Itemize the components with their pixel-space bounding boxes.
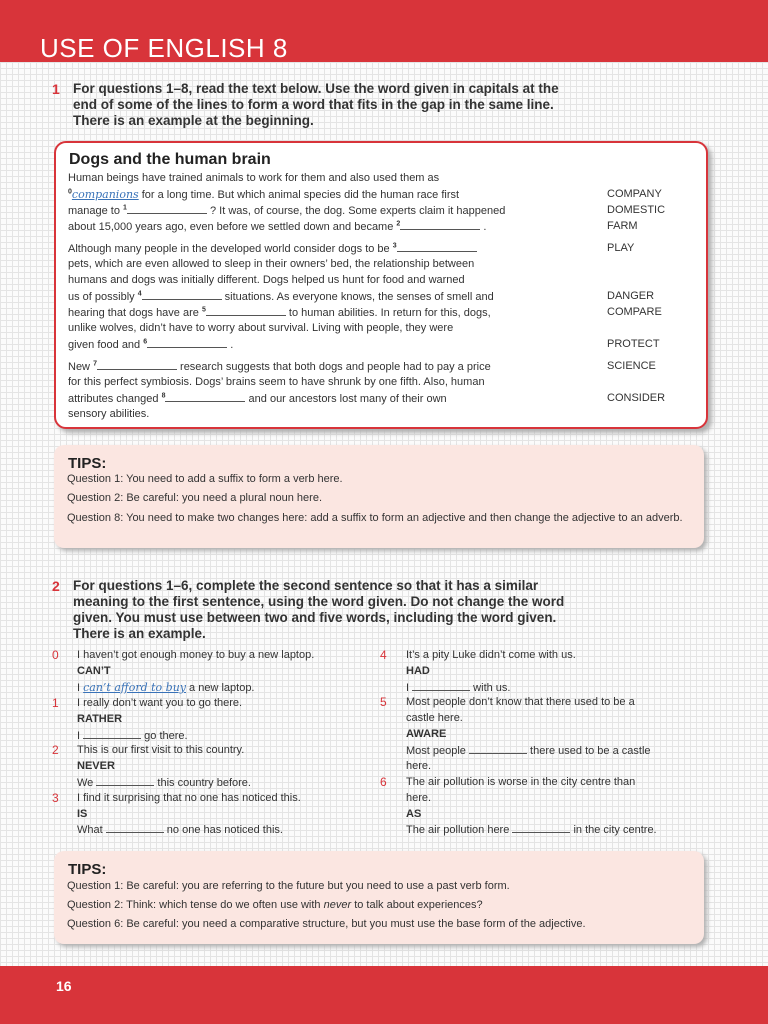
given-word: IS (77, 808, 88, 820)
question-number: 6 (380, 775, 387, 789)
text-line: hearing that dogs have are $^5$ to human abilities. In return for this, dogs, (68, 306, 491, 319)
keyword: DOMESTIC (607, 204, 666, 216)
answer-gap-1[interactable] (127, 204, 207, 214)
answer-gap[interactable] (83, 729, 141, 739)
instruction-line: There is an example at the beginning. (73, 113, 314, 128)
text-line: given food and $^6$ . (68, 338, 234, 351)
sentence: It’s a pity Luke didn’t come with us. (406, 649, 576, 661)
sentence: We this country before. (77, 777, 251, 789)
text-line: attributes changed $^8$ and our ancestors lost many of their own (68, 392, 447, 405)
answer-gap[interactable] (96, 776, 154, 786)
gap-number: 4 (137, 290, 142, 298)
question-number: 5 (380, 695, 387, 709)
gap-number: 3 (392, 242, 397, 250)
given-word: RATHER (77, 713, 123, 725)
text-line: unlike wolves, didn’t have to worry about survival. Living with people, they were (68, 322, 454, 334)
text-line: New $^7$ research suggests that both dogs and people had to pay a price (68, 360, 491, 373)
sentence: The air pollution here in the city centre. (406, 824, 657, 836)
page-title: USE OF ENGLISH 8 (40, 33, 288, 63)
question-number: 3 (52, 791, 59, 805)
answer-gap[interactable] (512, 823, 570, 833)
sentence: I haven’t got enough money to buy a new laptop. (77, 649, 315, 661)
exercise-1-instruction (73, 81, 559, 129)
sentence: I find it surprising that no one has noticed this. (77, 792, 301, 804)
text-line: manage to $^1$ ? It was, of course, the dog. Some experts claim it happened (68, 204, 506, 217)
given-word: CAN’T (77, 665, 111, 677)
keyword: PLAY (607, 242, 635, 254)
answer-gap-5[interactable] (206, 306, 286, 316)
keyword: FARM (607, 220, 638, 232)
instruction-line: meaning to the first sentence, using the word given. Do not change the word (73, 594, 565, 609)
instruction-line: For questions 1–6, complete the second sentence so that it has a similar (73, 578, 539, 593)
tip-item: Question 6: Be careful: you need a comparative structure, but you must use the base form of the adjective. (67, 918, 586, 930)
instruction-line: given. You must use between two and five words, including the word given. (73, 610, 557, 625)
tip-item: Question 2: Be careful: you need a plural noun here. (67, 492, 323, 504)
gap-number: 8 (161, 392, 166, 400)
gap-number: 5 (201, 306, 206, 314)
text-line: pets, which are even allowed to sleep in their owners’ bed, the relationship between (68, 258, 475, 270)
question-number: 0 (52, 648, 59, 662)
sentence: here. (406, 792, 432, 804)
example-answer: can’t afford to buy (83, 681, 186, 694)
tips-title: TIPS: (68, 455, 107, 472)
tip-item: Question 2: Think: which tense do we often use with never to talk about experiences? (67, 899, 483, 911)
given-word: AWARE (406, 728, 447, 740)
sentence: Most people don’t know that there used to be a (406, 696, 635, 708)
given-word: HAD (406, 665, 430, 677)
answer-gap-4[interactable] (142, 290, 222, 300)
sentence: Most people there used to be a castle (406, 745, 651, 757)
keyword: SCIENCE (607, 360, 656, 372)
answer-gap-8[interactable] (165, 392, 245, 402)
gap-number: 6 (143, 338, 148, 346)
instruction-line: end of some of the lines to form a word that fits in the gap in the same line. (73, 97, 554, 112)
sentence: I really don’t want you to go there. (77, 697, 243, 709)
text-line: us of possibly $^4$ situations. As everyone knows, the senses of smell and (68, 290, 494, 303)
given-word: AS (406, 808, 422, 820)
tips-box-2 (54, 851, 704, 944)
text-line: Human beings have trained animals to work for them and also used them as (68, 172, 440, 184)
page-header (0, 0, 768, 62)
sentence: castle here. (406, 712, 463, 724)
answer-gap[interactable] (469, 744, 527, 754)
gap-number: 0 (68, 188, 72, 196)
answer-gap-3[interactable] (397, 242, 477, 252)
text-line: about 15,000 years ago, even before we settled down and became $^2$ . (68, 220, 487, 233)
gap-number: 1 (123, 204, 127, 212)
sentence: The air pollution is worse in the city centre than (406, 776, 636, 788)
text-line: Although many people in the developed world consider dogs to be $^3$ (68, 242, 477, 255)
keyword: PROTECT (607, 338, 660, 350)
keyword: DANGER (607, 290, 655, 302)
keyword: COMPARE (607, 306, 662, 318)
sentence: here. (406, 760, 432, 772)
question-number: 4 (380, 648, 387, 662)
exercise-2-instruction (73, 578, 564, 642)
example-answer: companions (71, 188, 139, 201)
text-line: for this perfect symbiosis. Dogs’ brains seem to have shrunk by one fifth. Also, human (68, 376, 485, 388)
text-line: humans and dogs was initially different. Dogs helped us hunt for food and warned (68, 274, 465, 286)
tip-item: Question 1: You need to add a suffix to form a verb here. (67, 473, 343, 485)
sentence: This is our first visit to this country. (77, 744, 245, 756)
keyword: CONSIDER (607, 392, 666, 404)
reading-text-box (54, 141, 708, 429)
answer-gap-7[interactable] (97, 360, 177, 370)
answer-gap-6[interactable] (147, 338, 227, 348)
sentence: What no one has noticed this. (77, 824, 283, 836)
text-title: Dogs and the human brain (69, 151, 271, 168)
sentence: I can’t afford to buy a new laptop. (77, 681, 255, 694)
tips-title: TIPS: (68, 861, 107, 878)
page-footer (0, 966, 768, 1024)
exercise-2-number: 2 (52, 578, 60, 594)
question-number: 2 (52, 743, 59, 757)
sentence: I with us. (406, 682, 511, 694)
tip-item: Question 1: Be careful: you are referring to the future but you need to use a past verb form. (67, 880, 510, 892)
instruction-line: For questions 1–8, read the text below. Use the word given in capitals at the (73, 81, 559, 96)
gap-number: 7 (93, 360, 97, 368)
given-word: NEVER (77, 760, 115, 772)
text-line: $^0$companions for a long time. But which animal species did the human race first (68, 188, 460, 201)
sentence: I go there. (77, 730, 188, 742)
text-line: sensory abilities. (68, 408, 150, 420)
question-number: 1 (52, 696, 59, 710)
gap-number: 2 (396, 220, 401, 228)
instruction-line: There is an example. (73, 626, 206, 641)
answer-gap[interactable] (412, 681, 470, 691)
page-number: 16 (56, 978, 72, 994)
keyword: COMPANY (607, 188, 662, 200)
exercise-1-number: 1 (52, 81, 60, 97)
tip-item: Question 8: You need to make two changes here: add a suffix to form an adjective and then change the adjective to an adverb. (67, 512, 683, 524)
answer-gap[interactable] (106, 823, 164, 833)
answer-gap-2[interactable] (400, 220, 480, 230)
tips-box-1 (54, 445, 704, 548)
